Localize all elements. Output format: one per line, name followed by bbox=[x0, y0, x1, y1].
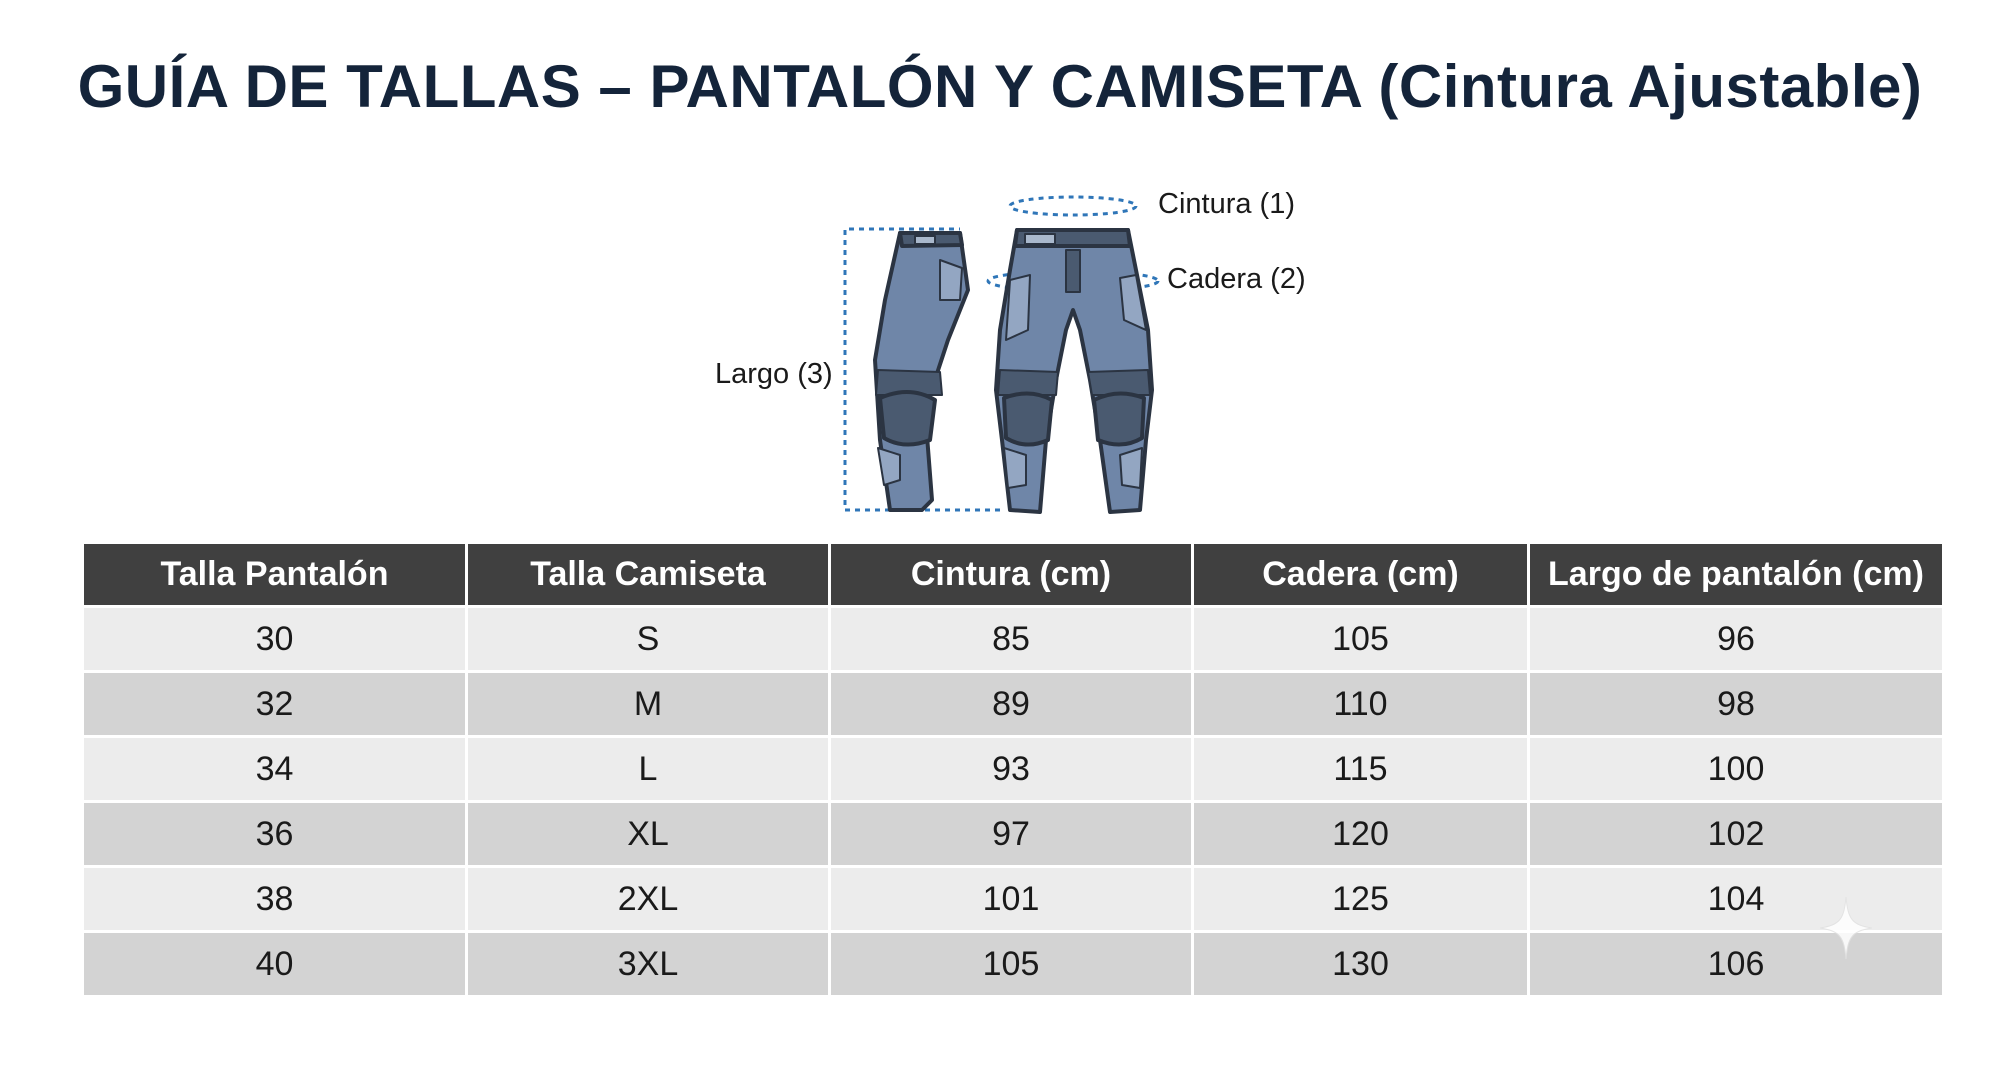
cell-waist: 89 bbox=[831, 673, 1191, 735]
cell-length: 102 bbox=[1530, 803, 1942, 865]
table-row bbox=[84, 933, 1942, 995]
cell-waist: 101 bbox=[831, 868, 1191, 930]
column-header-hip: Cadera (cm) bbox=[1194, 544, 1527, 605]
waist-measure-line bbox=[1010, 197, 1136, 215]
cell-waist: 97 bbox=[831, 803, 1191, 865]
cell-pants-size: 38 bbox=[84, 868, 465, 930]
cell-length: 96 bbox=[1530, 608, 1942, 670]
cell-shirt-size: 2XL bbox=[468, 868, 828, 930]
cell-hip: 105 bbox=[1194, 608, 1527, 670]
cell-hip: 110 bbox=[1194, 673, 1527, 735]
measurement-diagram bbox=[0, 0, 2000, 540]
cell-waist: 93 bbox=[831, 738, 1191, 800]
length-label: Largo (3) bbox=[715, 358, 833, 390]
column-header-waist: Cintura (cm) bbox=[831, 544, 1191, 605]
pants-side-view bbox=[875, 233, 968, 510]
cell-waist: 85 bbox=[831, 608, 1191, 670]
table-row bbox=[84, 673, 1942, 735]
cell-hip: 130 bbox=[1194, 933, 1527, 995]
cell-hip: 125 bbox=[1194, 868, 1527, 930]
table-header-row bbox=[84, 544, 1942, 605]
table-row bbox=[84, 868, 1942, 930]
cell-shirt-size: 3XL bbox=[468, 933, 828, 995]
cell-shirt-size: M bbox=[468, 673, 828, 735]
cell-pants-size: 30 bbox=[84, 608, 465, 670]
cell-length: 106 bbox=[1530, 933, 1942, 995]
cell-pants-size: 40 bbox=[84, 933, 465, 995]
cell-shirt-size: S bbox=[468, 608, 828, 670]
page-title: GUÍA DE TALLAS – PANTALÓN Y CAMISETA (Cintura Ajustable) bbox=[77, 53, 1923, 120]
column-header-pants-size: Talla Pantalón bbox=[84, 544, 465, 605]
cell-waist: 105 bbox=[831, 933, 1191, 995]
cell-pants-size: 34 bbox=[84, 738, 465, 800]
cell-hip: 115 bbox=[1194, 738, 1527, 800]
cell-pants-size: 32 bbox=[84, 673, 465, 735]
column-header-shirt-size: Talla Camiseta bbox=[468, 544, 828, 605]
cell-hip: 120 bbox=[1194, 803, 1527, 865]
column-header-length: Largo de pantalón (cm) bbox=[1530, 544, 1942, 605]
table-row bbox=[84, 803, 1942, 865]
cell-length: 104 bbox=[1530, 868, 1942, 930]
pants-illustration bbox=[0, 0, 2000, 540]
size-table bbox=[81, 541, 1945, 998]
hip-label: Cadera (2) bbox=[1167, 263, 1306, 295]
table-row bbox=[84, 608, 1942, 670]
waist-label: Cintura (1) bbox=[1158, 188, 1295, 220]
cell-pants-size: 36 bbox=[84, 803, 465, 865]
cell-shirt-size: XL bbox=[468, 803, 828, 865]
cell-length: 98 bbox=[1530, 673, 1942, 735]
cell-length: 100 bbox=[1530, 738, 1942, 800]
size-table-container bbox=[84, 544, 1930, 992]
cell-shirt-size: L bbox=[468, 738, 828, 800]
sparkle-icon bbox=[1818, 895, 1874, 961]
pants-front-view bbox=[996, 230, 1152, 512]
table-row bbox=[84, 738, 1942, 800]
